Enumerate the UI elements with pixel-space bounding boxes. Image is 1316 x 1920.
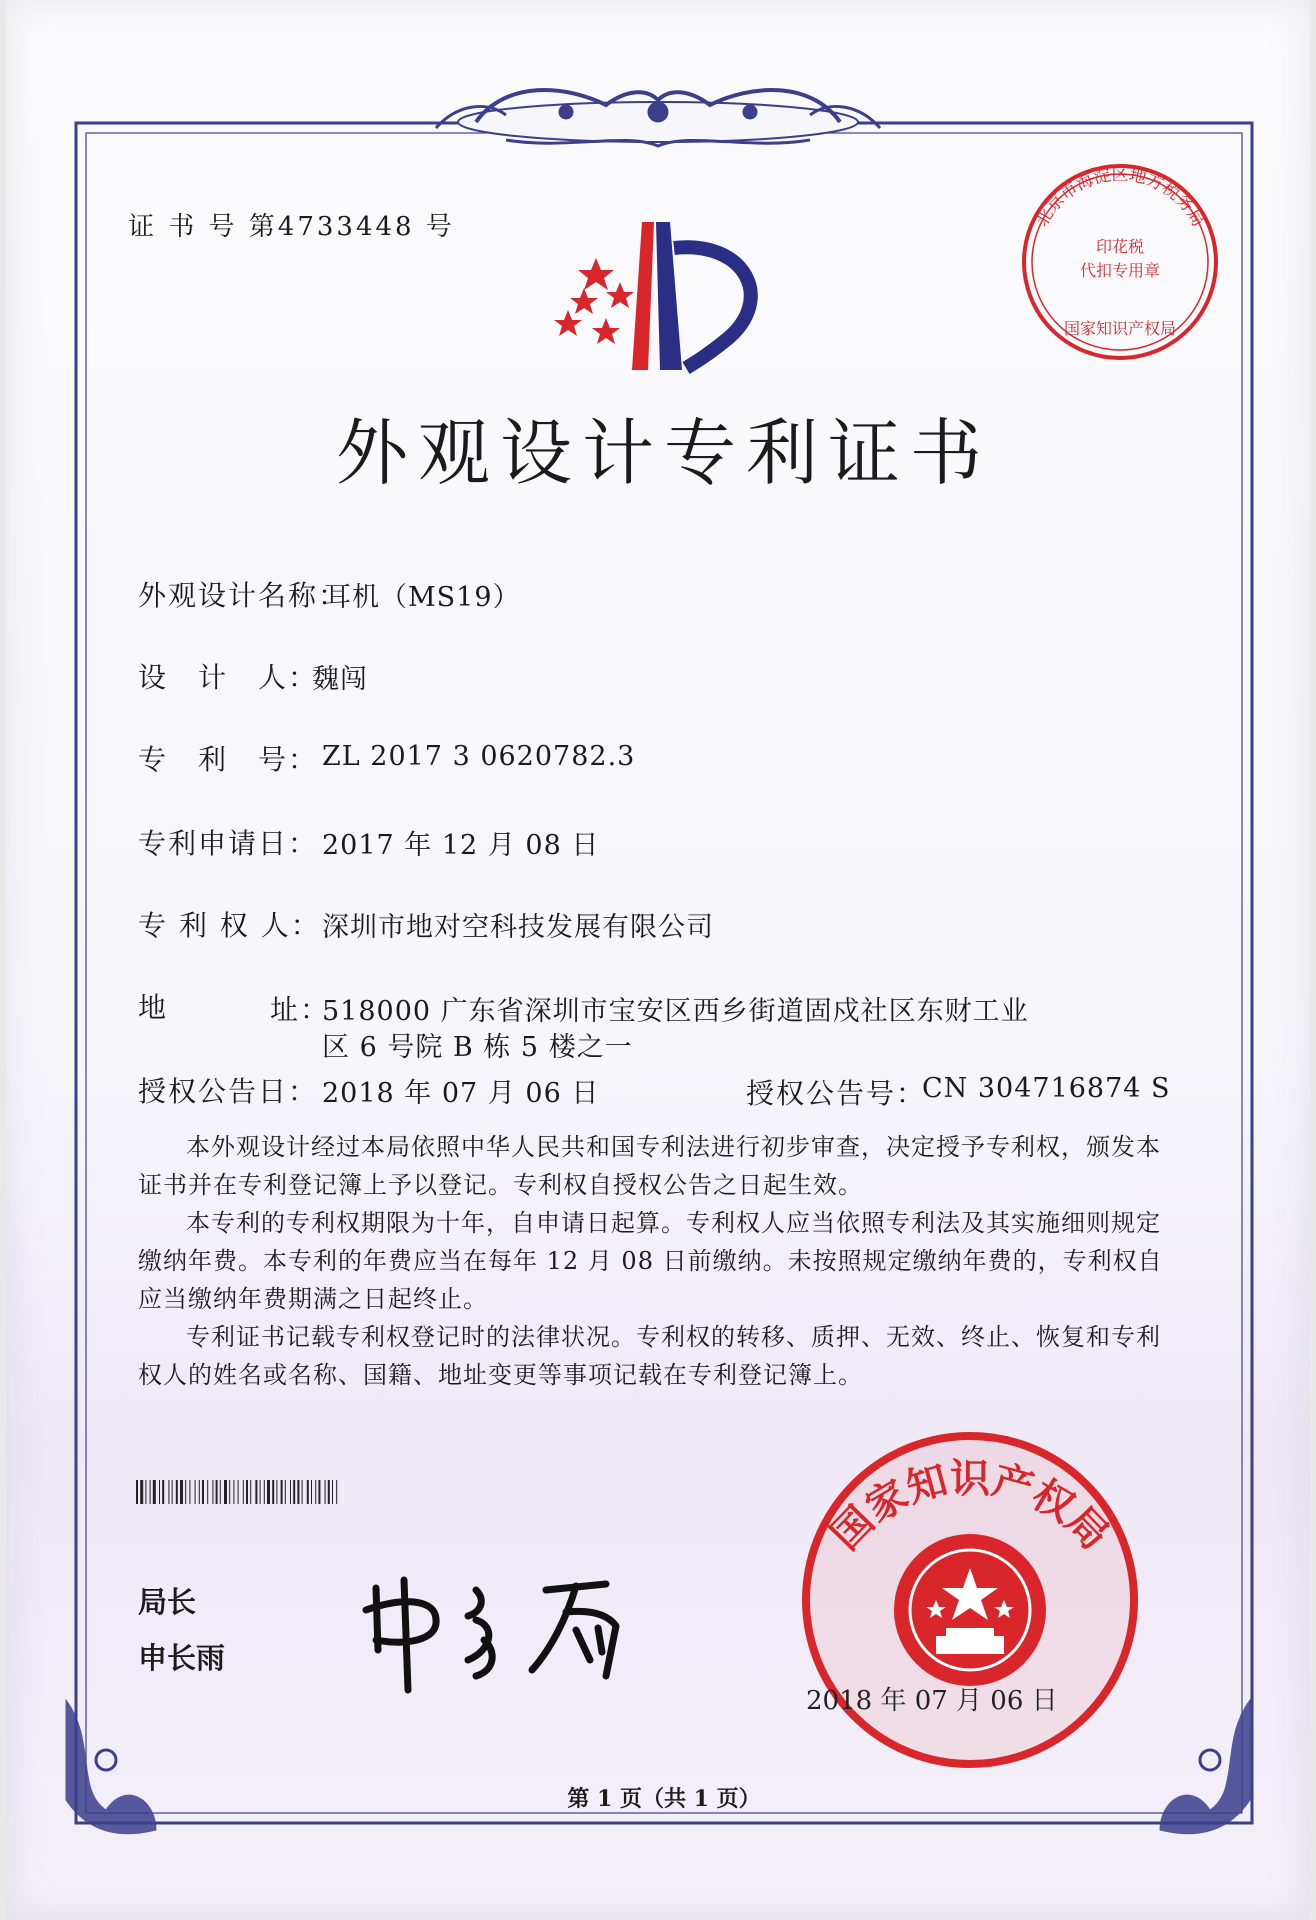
barcode-bar: [276, 1480, 277, 1504]
barcode-bar: [176, 1480, 178, 1504]
tax-stamp: [1024, 165, 1216, 358]
director-title: 局长: [138, 1585, 197, 1619]
seal-date: 2018 年 07 月 06 日: [806, 1686, 1058, 1716]
bottom-left-ornament: [66, 1700, 156, 1834]
barcode: [136, 1480, 337, 1504]
barcode-bar: [189, 1480, 190, 1504]
design-name-value: 耳机（MS19）: [324, 582, 521, 613]
barcode-bar: [297, 1480, 299, 1504]
barcode-bar: [202, 1480, 204, 1504]
address-label-last: 址：: [270, 993, 331, 1026]
bottom-right-ornament: [1160, 1700, 1250, 1834]
barcode-bar: [250, 1480, 251, 1504]
barcode-bar: [172, 1480, 173, 1504]
address-line2: 区 6 号院 B 栋 5 楼之一: [322, 1032, 633, 1063]
body-paragraph: 本外观设计经过本局依照中华人民共和国专利法进行初步审查，决定授予专利权，颁发本证书并在专利登记簿上予以登记。专利权自授权公告之日起生效。: [138, 1133, 1161, 1199]
top-ornament: [436, 90, 880, 146]
director-signature: [366, 1580, 616, 1690]
barcode-bar: [136, 1480, 138, 1504]
svg-text:北京市海淀区地方税务局: [1032, 165, 1208, 230]
grant-number-value: CN 304716874 S: [922, 1073, 1171, 1104]
barcode-bar: [325, 1480, 326, 1504]
barcode-bar: [302, 1480, 303, 1504]
barcode-bar: [153, 1480, 156, 1504]
certificate-frame: [6, 0, 1310, 1920]
address-label-first: 地: [138, 991, 169, 1024]
grant-number-label: 授权公告号：: [746, 1077, 927, 1110]
patent-number-value: ZL 2017 3 0620782.3: [322, 741, 636, 772]
barcode-bar: [264, 1480, 265, 1504]
director-name: 申长雨: [138, 1641, 226, 1675]
barcode-bar: [260, 1480, 261, 1504]
barcode-bar: [238, 1480, 239, 1504]
barcode-bar: [315, 1480, 316, 1504]
barcode-bar: [229, 1480, 230, 1504]
document-title: 外观设计专利证书: [335, 411, 992, 495]
patentee-value: 深圳市地对空科技发展有限公司: [322, 912, 714, 943]
grant-date-label: 授权公告日：: [138, 1075, 319, 1108]
barcode-bar: [145, 1480, 146, 1504]
certificate-sheet: [6, 0, 1310, 1920]
filing-date-value: 2017 年 12 月 08 日: [322, 830, 600, 861]
page-info: 第 1 页（共 1 页）: [567, 1786, 761, 1812]
tax-stamp-line1: 印花税: [1095, 237, 1145, 256]
barcode-bar: [311, 1480, 312, 1504]
patentee-label: 专 利 权 人：: [138, 909, 321, 942]
barcode-bar: [285, 1480, 286, 1504]
barcode-bar: [272, 1480, 274, 1504]
filing-date-label: 专利申请日：: [138, 827, 319, 860]
address-line1: 518000 广东省深圳市宝安区西乡街道固戍社区东财工业: [322, 996, 1029, 1027]
barcode-bar: [336, 1480, 337, 1504]
design-name-label: 外观设计名称：: [138, 579, 349, 612]
designer-label: 设 计 人：: [138, 661, 319, 694]
barcode-bar: [332, 1480, 333, 1504]
seal-text: 国家知识产权局: [821, 1454, 1119, 1559]
barcode-bar: [328, 1480, 330, 1504]
barcode-bar: [140, 1480, 143, 1504]
barcode-bar: [195, 1480, 196, 1504]
barcode-bar: [267, 1480, 270, 1504]
tax-stamp-line2: 代扣专用章: [1079, 261, 1161, 280]
barcode-bar: [281, 1480, 283, 1504]
body-paragraph: 本专利的专利权期限为十年，自申请日起算。专利权人应当依照专利法及其实施细则规定缴纳年费。本专利的年费应当在每年 12 月 08 日前缴纳。未按照规定缴纳年费的，专利权自应当缴纳年费期满之日起终止。: [138, 1209, 1163, 1313]
barcode-bar: [185, 1480, 186, 1504]
barcode-bar: [293, 1480, 295, 1504]
grant-date-value: 2018 年 07 月 06 日: [322, 1078, 600, 1109]
barcode-bar: [243, 1480, 244, 1504]
barcode-bar: [224, 1480, 227, 1504]
certificate-body: [138, 1128, 1166, 1394]
designer-value: 魏闯: [312, 664, 368, 695]
patent-number-label: 专 利 号：: [138, 743, 319, 776]
barcode-bar: [212, 1480, 213, 1504]
barcode-bar: [180, 1480, 183, 1504]
barcode-bar: [255, 1480, 257, 1504]
barcode-bar: [159, 1480, 160, 1504]
barcode-bar: [150, 1480, 151, 1504]
certificate-number: 证 书 号 第4733448 号: [128, 212, 455, 242]
cnipa-logo-icon: [554, 222, 751, 370]
barcode-bar: [318, 1480, 320, 1504]
tax-stamp-bottom-text: 国家知识产权局: [1063, 319, 1177, 338]
national-emblem-icon: [894, 1534, 1046, 1686]
barcode-bar: [199, 1480, 200, 1504]
barcode-bar: [207, 1480, 208, 1504]
tax-stamp-outer-text: 北京市海淀区地方税务局: [1032, 165, 1208, 231]
barcode-bar: [220, 1480, 221, 1504]
barcode-bar: [307, 1480, 309, 1504]
body-paragraph: 专利证书记载专利权登记时的法律状况。专利权的转移、质押、无效、终止、恢复和专利权人的姓名或名称、国籍、地址变更等事项记载在专利登记簿上。: [138, 1323, 1161, 1389]
barcode-bar: [216, 1480, 218, 1504]
barcode-bar: [168, 1480, 169, 1504]
barcode-bar: [162, 1480, 164, 1504]
barcode-bar: [290, 1480, 291, 1504]
barcode-bar: [246, 1480, 248, 1504]
barcode-bar: [233, 1480, 234, 1504]
